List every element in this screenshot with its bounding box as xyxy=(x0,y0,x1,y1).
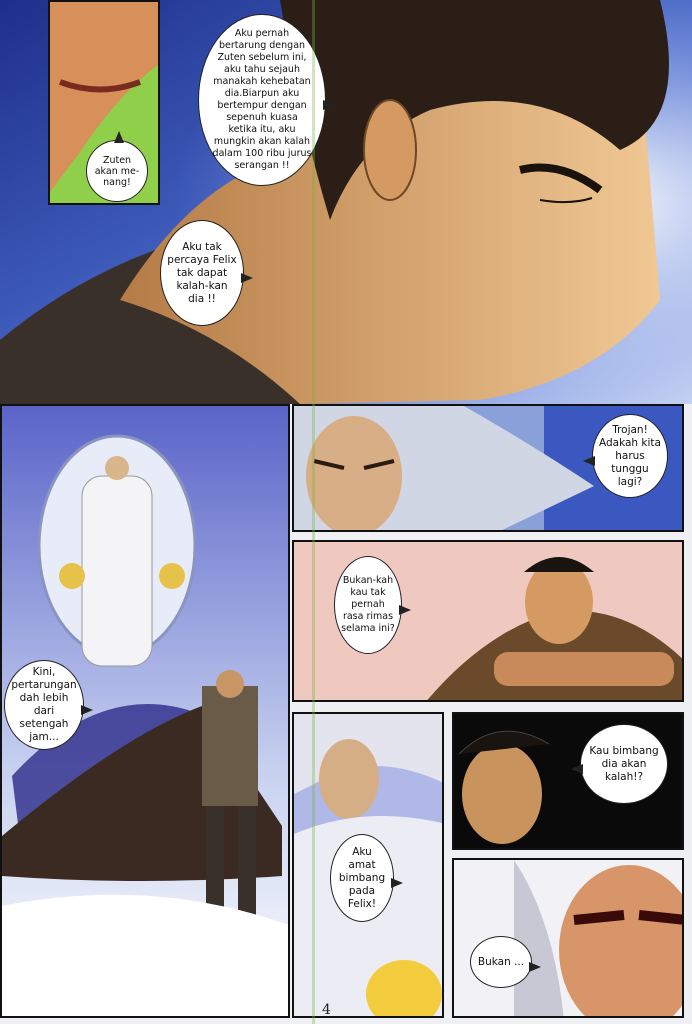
speech-bubble: Aku tak percaya Felix tak dapat kalah-kan dia !! xyxy=(160,220,244,326)
speech-bubble: Kau bimbang dia akan kalah!? xyxy=(580,724,668,804)
speech-bubble: Trojan! Adakah kita harus tunggu lagi? xyxy=(592,414,668,498)
speech-bubble: Bukan-kah kau tak pernah rasa rimas selama ini? xyxy=(334,556,402,654)
speech-bubble: Bukan ... xyxy=(470,936,532,988)
page-fold-line xyxy=(312,0,315,1024)
page-number: 4 xyxy=(322,1002,331,1018)
speech-bubble: Kini, pertarungan dah lebih dari setengah jam... xyxy=(4,660,84,750)
speech-bubble: Aku amat bimbang pada Felix! xyxy=(330,834,394,922)
speech-bubble: Aku pernah bertarung dengan Zuten sebelum ini, aku tahu sejauh manakah kehebatan dia.Biarpun aku bertempur dengan sepenuh kuasa ketika itu, aku mungkin akan kalah dalam 100 ribu jurus serangan !! xyxy=(198,14,326,186)
speech-bubble: Zuten akan me-nang! xyxy=(86,140,148,202)
